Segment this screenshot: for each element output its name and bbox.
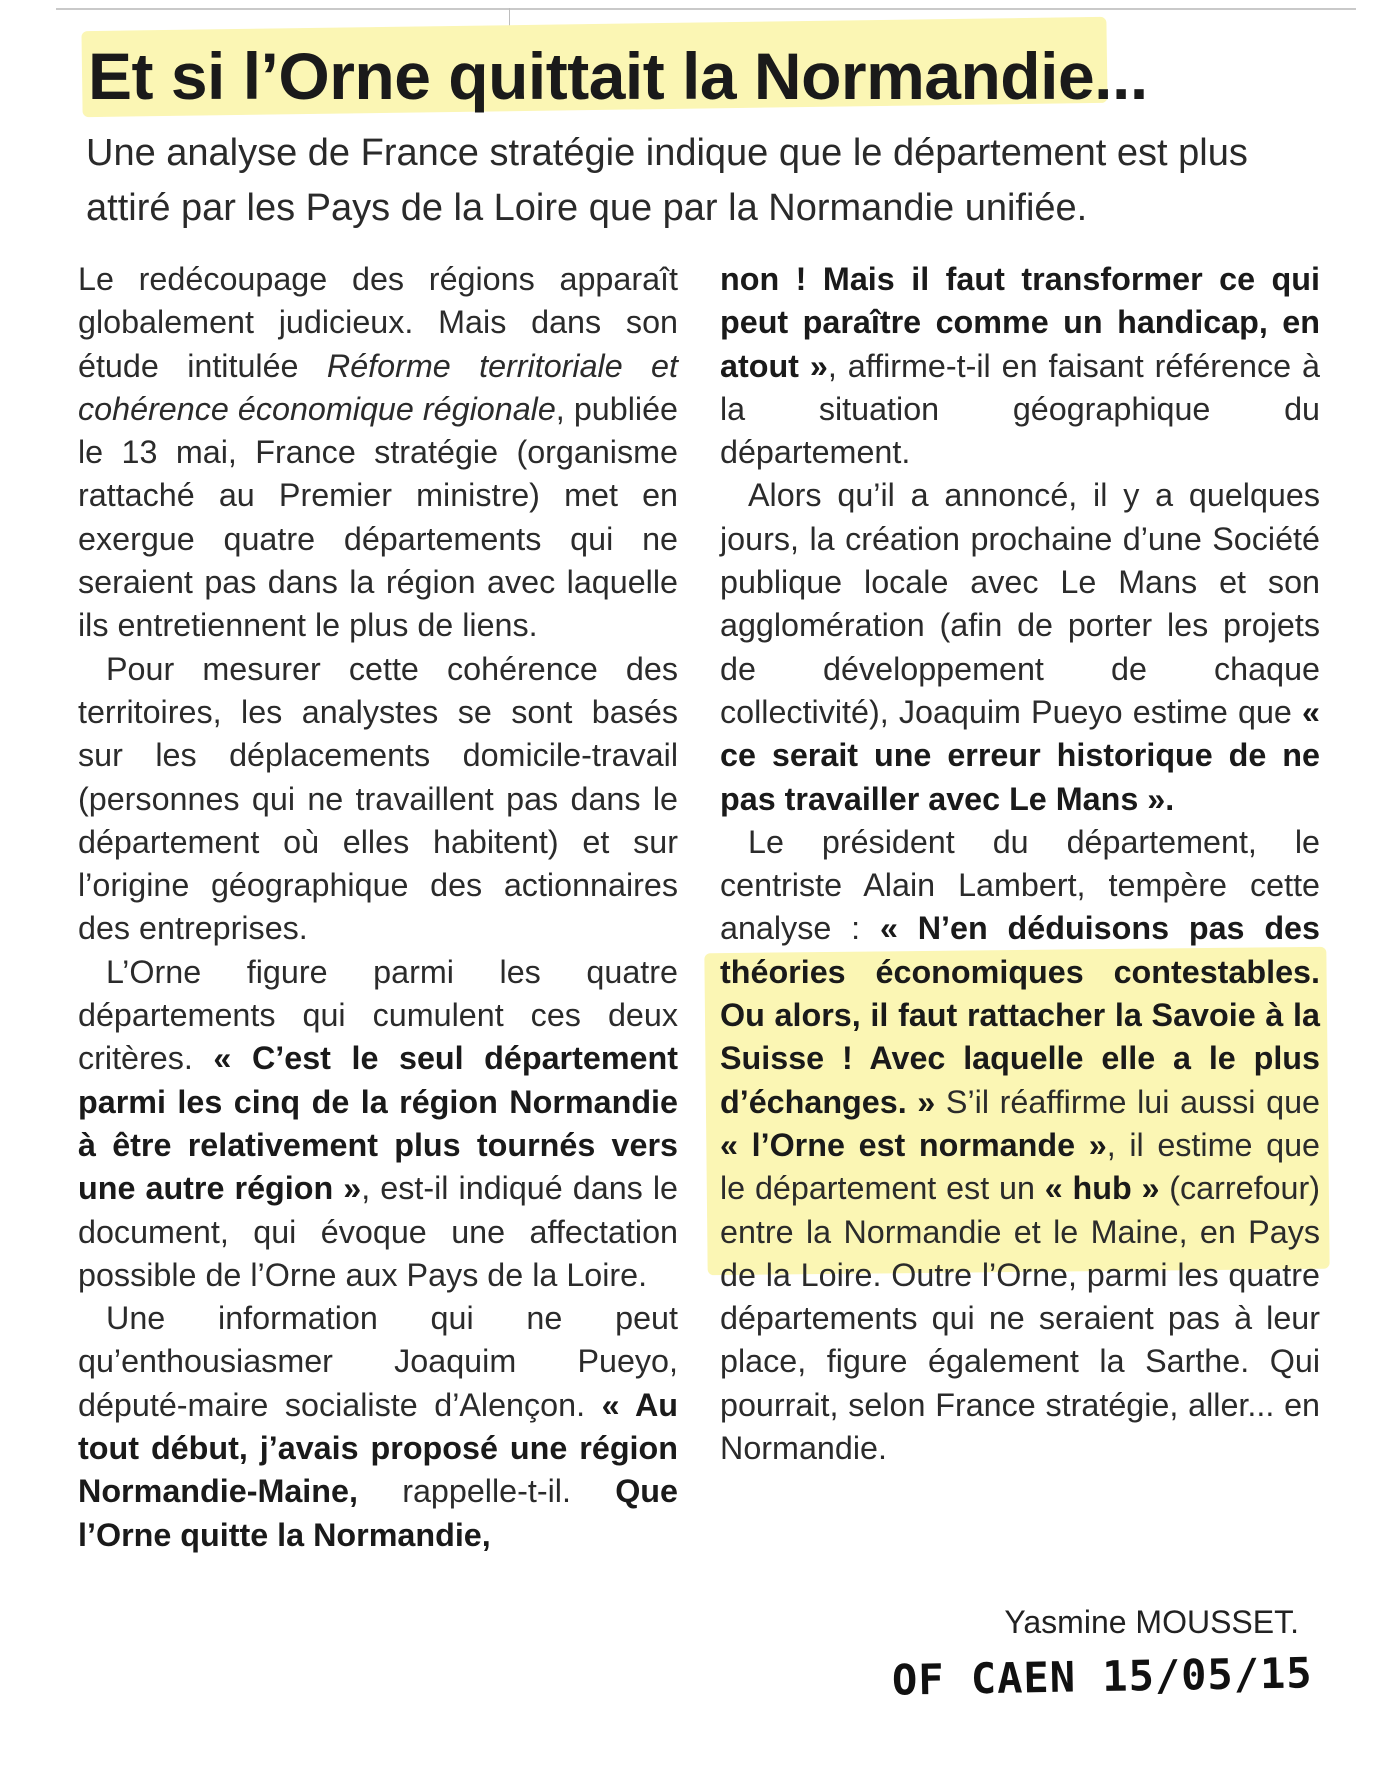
quote: Que l’Orne quitte la Normandie, [78,1473,678,1553]
study-title: Réforme territoriale et cohérence économique régionale [78,347,678,427]
text: , publiée le 13 mai, France stratégie (organisme rattaché au Premier ministre) met en exergue quatre départements qui ne seraient pas dans la région avec laquelle ils entretiennent le plus de liens. [78,390,678,644]
quote: « ce serait une erreur historique de ne pas travailler avec Le Mans ». [720,693,1320,817]
text: , il estime que le département est un [720,1126,1320,1207]
text: Une information qui ne peut qu’enthousiasmer Joaquim Pueyo, député-maire socialiste d’Alençon. [78,1300,678,1423]
text: , affirme-t-il en faisant référence à la situation géographique du département. [720,347,1320,471]
paragraph [78,258,678,648]
article-column-right [720,258,1320,1470]
byline: Yasmine MOUSSET. [1004,1604,1299,1640]
quote: « hub » [1044,1170,1160,1207]
quote: non ! Mais il faut transformer ce qui peut paraître comme un handicap, en atout » [720,261,1320,384]
text: Le redécoupage des régions apparaît globalement judicieux. Mais dans son étude intitulée [78,261,678,384]
text: (carrefour) entre la Normandie et le Maine, en Pays de la Loire. Outre l’Orne, parmi les quatre départements qui ne seraient pas à leur place, figure également la Sarthe. Qui pourrait, selon France stratégie, aller... en Normandie. [720,1170,1321,1467]
text: S’il réaffirme lui aussi que [935,1083,1320,1120]
headline: Et si l’Orne quittait la Normandie... [88,39,1148,113]
article-column-left [78,258,678,1557]
paragraph [78,951,678,1297]
text: rappelle-t-il. [357,1473,616,1510]
text: L’Orne figure parmi les quatre départements qui cumulent ces deux critères. [78,953,678,1077]
paragraph [720,474,1320,820]
paragraph [78,1297,678,1557]
quote: « l’Orne est normande » [720,1126,1107,1163]
text: , est-il indiqué dans le document, qui évoque une affectation possible de l’Orne aux Pays de la Loire. [78,1170,679,1293]
paragraph [720,821,1320,1470]
text: Alors qu’il a annoncé, il y a quelques jours, la création prochaine d’une Société publique locale avec Le Mans et son agglomération (afin de porter les projets de développement de chaque collectivité), Joaquim Pueyo estime que [720,477,1320,730]
quote: « Au tout début, j’avais proposé une région Normandie-Maine, [78,1386,678,1510]
text: Le président du département, le centriste Alain Lambert, tempère cette analyse : [720,823,1320,947]
quote: « N’en déduisons pas des théories économiques contestables. Ou alors, il faut rattacher la Savoie à la Suisse ! Avec laquelle elle a le plus d’échanges. » [720,910,1320,1120]
paragraph [78,648,678,951]
text: Pour mesurer cette cohérence des territoires, les analystes se sont basés sur les déplacements domicile-travail (personnes qui ne travaillent pas dans le département où elles habitent) et sur l’origine géographique des actionnaires des entreprises. [78,650,678,947]
quote: « C’est le seul département parmi les cinq de la région Normandie à être relativement plus tournés vers une autre région » [78,1040,678,1207]
paragraph [720,258,1320,474]
clipping-top-edge [56,8,1356,10]
handwritten-source-note: OF CAEN 15/05/15 [892,1648,1314,1705]
standfirst: Une analyse de France stratégie indique que le département est plus attiré par les Pays de la Loire que par la Normandie unifiée. [86,132,1248,229]
